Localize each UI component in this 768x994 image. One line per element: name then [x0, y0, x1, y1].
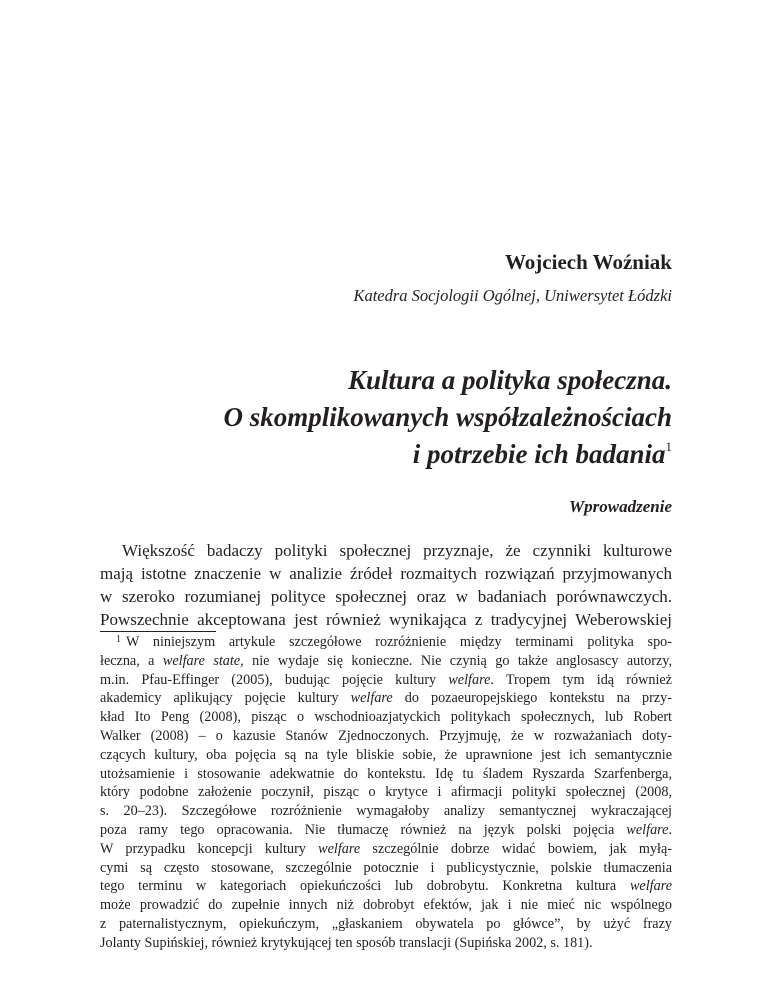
body-line: Powszechnie akceptowana jest również wynikająca z tradycyjnej Weberowskiej	[100, 610, 672, 629]
body-line: w szeroko rozumianej polityce społecznej oraz w badaniach porównawczych.	[100, 587, 672, 606]
footnote-line: utożsamienie i stosowanie adekwatnie do kontekstu. Idę tu śladem Ryszarda Szarfenberga,	[100, 765, 672, 782]
footnote-separator	[100, 631, 216, 632]
footnote-line: m.in. Pfau-Effinger (2005), budując pojęcie kultury welfare. Tropem tym idą również	[100, 671, 672, 688]
footnote-line: poza ramy tego opracowania. Nie tłumaczę również na język polski pojęcia welfare.	[100, 821, 672, 838]
body-line: Większość badaczy polityki społecznej przyznaje, że czynniki kulturowe	[122, 541, 672, 560]
title-line: O skomplikowanych współzależnościach	[223, 402, 672, 432]
italic-term: welfare	[629, 878, 672, 895]
footnote-line: W przypadku koncepcji kultury welfare szczególnie dobrze widać bowiem, jak myłą-	[100, 840, 673, 857]
italic-term: welfare	[626, 821, 669, 838]
footnote-line: Walker (2008) – o kazusie Stanów Zjednoczonych. Przyjmuję, że w rozważaniach doty-	[100, 727, 672, 744]
footnote	[100, 633, 672, 953]
italic-term: welfare	[448, 671, 491, 688]
title-line: Kultura a polityka społeczna.	[347, 365, 672, 395]
italic-term: welfare	[318, 840, 361, 857]
footnote-line: może prowadzić do zupełnie innych niż dobrobyt efektów, jak i nie mieć nic wspólnego	[100, 897, 672, 914]
footnote-mark: 1	[116, 634, 121, 645]
title-line-text: i potrzebie ich badania	[412, 439, 666, 469]
footnote-line: cymi są często stosowane, szczególnie potocznie i publicystycznie, polskie tłumaczenia	[100, 859, 672, 876]
footnote-line: Jolanty Supińskiej, również krytykującej ten sposób translacji (Supińska 2002, s. 181).	[100, 934, 593, 951]
footnote-line: który podobne założenie poczynił, pisząc o krytyce i afirmacji polityki społecznej (2008,	[100, 784, 672, 801]
footnote-line: czących kultury, oba pojęcia są na tyle bliskie sobie, że uprawnione jest ich semantycznie	[100, 746, 672, 763]
footnote-line: tego terminu w kategoriach opiekuńczości lub dobrobytu. Konkretna kultura welfare	[100, 878, 672, 895]
italic-term: welfare state,	[162, 652, 244, 669]
title-footnote-ref[interactable]: 1	[665, 439, 672, 454]
footnote-line: $^1$ W niniejszym artykule szczegółowe rozróżnienie między terminami polityka spo-	[116, 634, 672, 650]
author-name: Wojciech Woźniak	[504, 250, 672, 274]
footnote-line: s. 20–23). Szczegółowe rozróżnienie wymagałoby analizy semantycznej wykraczającej	[100, 803, 672, 820]
body-line: mają istotne znaczenie w analizie źródeł rozmaitych rozwiązań przyjmowanych	[100, 564, 672, 583]
italic-term: welfare	[350, 690, 393, 707]
body-paragraph	[100, 539, 672, 631]
footnote-line: akademicy aplikujący pojęcie kultury welfare do pozaeuropejskiego kontekstu na przy-	[100, 690, 672, 707]
footnote-line: kład Ito Peng (2008), pisząc o wschodnioazjatyckich politykach społecznych, lub Robert	[100, 709, 672, 726]
title-line-last	[112, 436, 672, 473]
footnote-line: z paternalistycznym, opiekuńczym, „głaskaniem obywatela po główce”, by użyć frazy	[100, 915, 672, 932]
footnote-line: łeczna, a welfare state, nie wydaje się konieczne. Nie czynią go także anglosascy autorzy,	[100, 652, 672, 669]
article-title	[112, 362, 672, 473]
author-affiliation: Katedra Socjologii Ogólnej, Uniwersytet Łódzki	[353, 286, 672, 305]
section-heading: Wprowadzenie	[569, 497, 672, 516]
